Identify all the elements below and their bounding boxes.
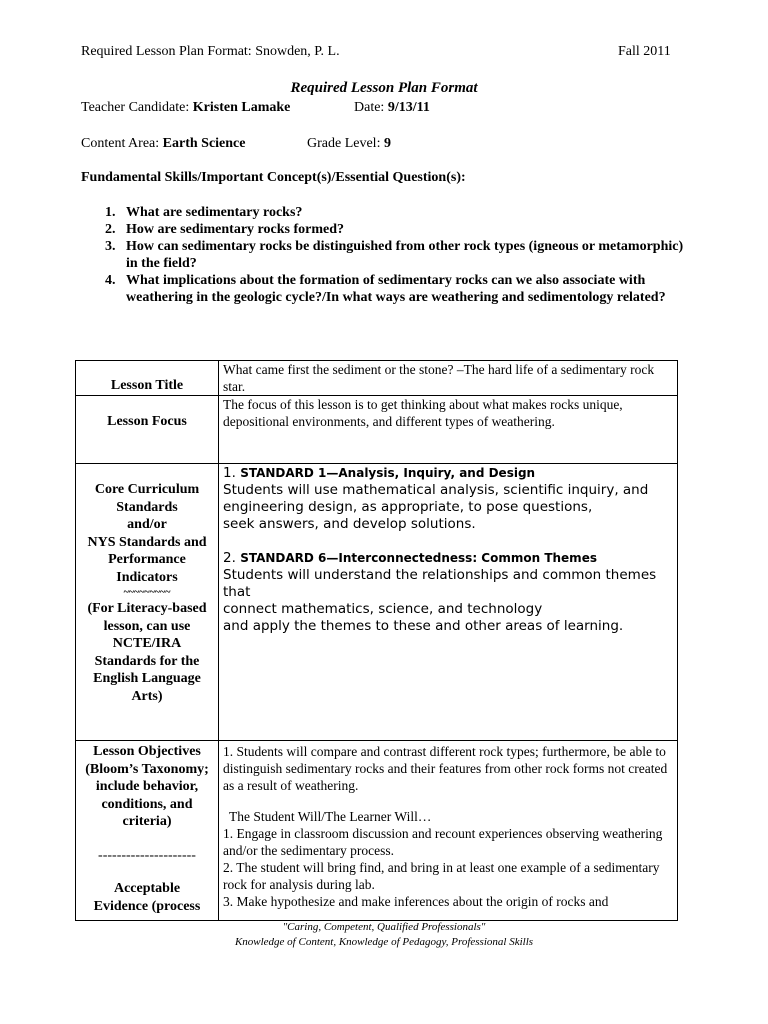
lesson-title-label: Lesson Title [76, 361, 219, 396]
content-area-value: Earth Science [162, 136, 246, 151]
swbat-line: The Student Will/The Learner Will… [229, 809, 432, 824]
teacher-candidate-label: Teacher Candidate: [81, 100, 190, 115]
standard-6-line: connect mathematics, science, and technology [223, 601, 543, 617]
objectives-divider: --------------------- [98, 847, 196, 863]
standards-label-line: and/or [127, 517, 167, 532]
objective-item: 3. Make hypothesize and make inferences about the origin of rocks and [223, 894, 609, 909]
standards-label-line: Indicators [116, 569, 178, 585]
standards-label-line: lesson, can use [103, 618, 191, 634]
teacher-candidate-value: Kristen Lamake [192, 100, 291, 115]
question-text: How can sedimentary rocks be distinguished from other rock types (igneous or metamorphic) in the field? [126, 239, 684, 271]
question-text: What are sedimentary rocks? [126, 205, 303, 220]
grade-level-value: 9 [383, 136, 391, 151]
objectives-label-line: (Bloom’s Taxonomy; [85, 761, 209, 777]
standards-label-line: Standards [116, 499, 178, 515]
date-label: Date: [354, 100, 385, 115]
objective-item: 2. The student will bring find, and bring in at least one example of a sedimentary rock for analysis during lab. [223, 860, 660, 892]
question-text: How are sedimentary rocks formed? [126, 222, 344, 237]
objectives-label-line: conditions, and [101, 796, 193, 812]
standard-6-line: and apply the themes to these and other areas of learning. [223, 618, 624, 634]
essential-questions-list [81, 204, 693, 306]
standard-1-title: STANDARD 1—Analysis, Inquiry, and Design [240, 466, 536, 480]
lesson-focus-row [76, 396, 678, 464]
evidence-label-line: Evidence (process [93, 898, 201, 914]
lesson-plan-table [75, 360, 678, 921]
question-number: 1. [105, 205, 116, 220]
fundamental-skills-heading: Fundamental Skills/Important Concept(s)/Essential Question(s): [81, 170, 466, 185]
objectives-label-line: include behavior, [95, 779, 199, 794]
standard-1-line: engineering design, as appropriate, to pose questions, [223, 499, 593, 515]
standards-label [76, 464, 219, 741]
running-header-right: Fall 2011 [618, 44, 671, 59]
standards-label-line: NYS Standards and [87, 534, 207, 550]
objectives-label [76, 741, 219, 921]
lesson-title-row [76, 361, 678, 396]
lesson-title-value: What came first the sediment or the stone? –The hard life of a sedimentary rock star. [219, 361, 678, 396]
standards-content [219, 464, 678, 741]
teacher-candidate-field [81, 100, 290, 116]
lesson-focus-label: Lesson Focus [76, 396, 219, 464]
question-number: 3. [105, 239, 116, 254]
standard-1-heading [223, 465, 673, 482]
question-text: What implications about the formation of sedimentary rocks can we also associate with weathering in the geologic cycle?/In what ways are weathering and sedimentology related? [126, 273, 666, 305]
content-area-label: Content Area: [81, 136, 160, 151]
objectives-label-line: criteria) [122, 814, 172, 829]
question-number: 2. [105, 222, 116, 237]
standard-1-number: 1. [223, 465, 236, 481]
standards-label-line: ~~~~~~~~~ [123, 587, 171, 598]
standard-6-title: STANDARD 6—Interconnectedness: Common Themes [240, 551, 597, 565]
standard-1-line: seek answers, and develop solutions. [223, 516, 476, 532]
objectives-row [76, 741, 678, 921]
question-item [81, 221, 693, 238]
running-header-left: Required Lesson Plan Format: Snowden, P. L. [81, 44, 340, 59]
standards-label-line: Standards for the [94, 653, 200, 669]
question-item [81, 272, 693, 306]
question-item [81, 238, 693, 272]
standards-label-line: Performance [108, 552, 186, 567]
standards-label-line: NCTE/IRA [112, 636, 182, 651]
date-value: 9/13/11 [387, 100, 430, 115]
objective-item: 1. Engage in classroom discussion and recount experiences observing weathering and/or the sedimentary process. [223, 826, 663, 858]
document-title: Required Lesson Plan Format [290, 80, 478, 96]
question-item [81, 204, 693, 221]
standard-1-line: Students will use mathematical analysis, scientific inquiry, and [223, 482, 649, 498]
standard-6-line: Students will understand the relationships and common themes that [223, 567, 657, 600]
standards-label-line: (For Literacy-based [87, 601, 207, 616]
content-area-field [81, 136, 245, 152]
objectives-intro: 1. Students will compare and contrast different rock types; furthermore, be able to distinguish sedimentary rocks and their features from other rock forms not created as a result of weathering. [223, 744, 668, 793]
standards-label-line: Core Curriculum [94, 482, 200, 497]
standard-6-heading [223, 550, 673, 567]
question-number: 4. [105, 273, 116, 288]
objectives-label-line: Lesson Objectives [93, 744, 201, 759]
standards-label-line: Arts) [131, 688, 163, 704]
lesson-focus-value: The focus of this lesson is to get thinking about what makes rocks unique, depositional environments, and different types of weathering. [219, 396, 678, 464]
grade-level-field [307, 136, 391, 152]
objectives-content [219, 741, 678, 921]
standards-row [76, 464, 678, 741]
evidence-label-line: Acceptable [113, 881, 181, 896]
date-field [354, 100, 430, 116]
standards-label-line: English Language [93, 671, 201, 686]
grade-level-label: Grade Level: [307, 136, 381, 151]
footer-motto: "Caring, Competent, Qualified Professionals" [282, 921, 486, 933]
footer-tagline: Knowledge of Content, Knowledge of Pedagogy, Professional Skills [234, 936, 534, 948]
standard-6-number: 2. [223, 550, 236, 566]
